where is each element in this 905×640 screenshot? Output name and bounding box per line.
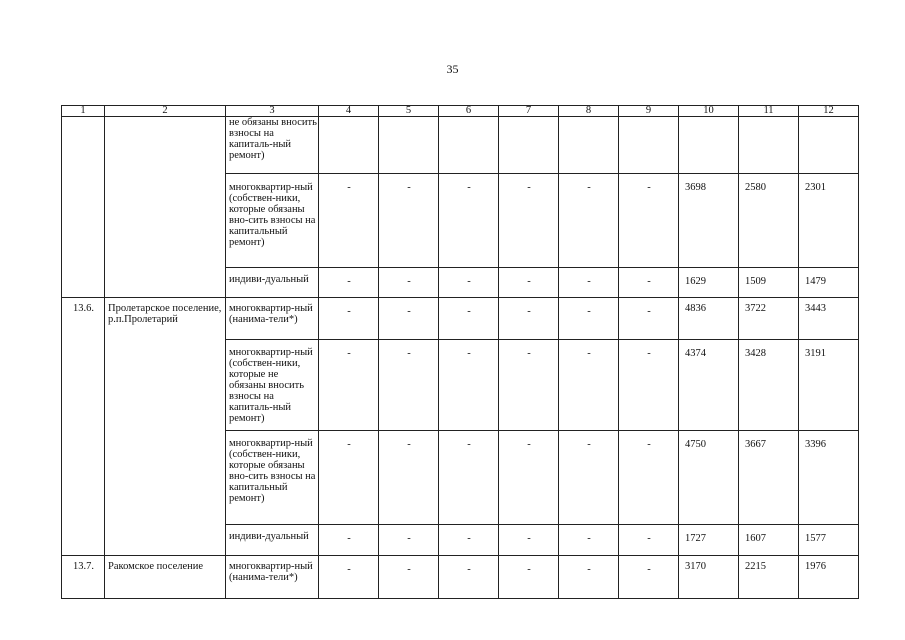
row-housing-type: многоквартир-ный (нанима-тели*)	[226, 556, 319, 599]
cell: -	[439, 340, 499, 431]
cell: -	[619, 174, 679, 268]
cell: 4374	[679, 340, 739, 431]
row-code: 13.6.	[62, 298, 105, 556]
cell: -	[499, 340, 559, 431]
row-housing-type: многоквартир-ный (собствен-ники, которые обязаны вно-сить взносы на капитальный ремонт)	[226, 431, 319, 525]
table-row	[62, 117, 859, 174]
col-header: 10	[679, 106, 739, 117]
cell: 4750	[679, 431, 739, 525]
cell: -	[559, 340, 619, 431]
cell: -	[319, 268, 379, 298]
cell: -	[379, 525, 439, 556]
col-header: 11	[739, 106, 799, 117]
cell: -	[379, 556, 439, 599]
cell: -	[439, 431, 499, 525]
cell: 1727	[679, 525, 739, 556]
cell: -	[619, 431, 679, 525]
cell: -	[439, 525, 499, 556]
cell: -	[499, 556, 559, 599]
row-code	[62, 117, 105, 298]
table-row	[62, 556, 859, 599]
cell: -	[319, 340, 379, 431]
cell: -	[319, 298, 379, 340]
cell: -	[379, 340, 439, 431]
cell: 3191	[799, 340, 859, 431]
cell: -	[559, 174, 619, 268]
col-header: 2	[105, 106, 226, 117]
cell	[799, 117, 859, 174]
cell: 3428	[739, 340, 799, 431]
cell: -	[499, 298, 559, 340]
cell: 3667	[739, 431, 799, 525]
col-header: 6	[439, 106, 499, 117]
cell: 1577	[799, 525, 859, 556]
row-settlement: Ракомское поселение	[105, 556, 226, 599]
cell: 3170	[679, 556, 739, 599]
row-housing-type: многоквартир-ный (собствен-ники, которые не обязаны вносить взносы на капиталь-ный ремонт)	[226, 340, 319, 431]
cell: -	[499, 431, 559, 525]
cell: 4836	[679, 298, 739, 340]
cell: 3396	[799, 431, 859, 525]
cell: -	[619, 298, 679, 340]
cell: 1607	[739, 525, 799, 556]
cell: 1629	[679, 268, 739, 298]
cell: -	[319, 174, 379, 268]
cell: -	[499, 174, 559, 268]
cell: 1976	[799, 556, 859, 599]
cell: -	[559, 268, 619, 298]
cell: -	[439, 298, 499, 340]
row-settlement: Пролетарское поселение, р.п.Пролетарий	[105, 298, 226, 556]
cell: 2580	[739, 174, 799, 268]
cell: 2301	[799, 174, 859, 268]
row-housing-type: индиви-дуальный	[226, 525, 319, 556]
data-table	[61, 105, 859, 599]
cell: 2215	[739, 556, 799, 599]
cell: -	[619, 556, 679, 599]
cell	[499, 117, 559, 174]
col-header: 12	[799, 106, 859, 117]
cell: -	[319, 556, 379, 599]
table-row	[62, 298, 859, 340]
cell	[319, 117, 379, 174]
cell: 1509	[739, 268, 799, 298]
row-settlement	[105, 117, 226, 298]
cell: -	[379, 298, 439, 340]
cell	[679, 117, 739, 174]
col-header: 7	[499, 106, 559, 117]
cell: -	[619, 525, 679, 556]
col-header: 1	[62, 106, 105, 117]
row-housing-type: не обязаны вносить взносы на капиталь-ный ремонт)	[226, 117, 319, 174]
cell	[559, 117, 619, 174]
cell: -	[319, 431, 379, 525]
header-row	[62, 106, 859, 117]
cell: -	[379, 174, 439, 268]
cell: 3698	[679, 174, 739, 268]
col-header: 8	[559, 106, 619, 117]
cell: -	[559, 431, 619, 525]
cell	[739, 117, 799, 174]
col-header: 4	[319, 106, 379, 117]
cell: -	[439, 174, 499, 268]
page-number: 35	[446, 62, 459, 76]
col-header: 5	[379, 106, 439, 117]
row-housing-type: многоквартир-ный (нанима-тели*)	[226, 298, 319, 340]
row-code: 13.7.	[62, 556, 105, 599]
cell: -	[559, 525, 619, 556]
cell	[439, 117, 499, 174]
cell: -	[439, 556, 499, 599]
cell	[379, 117, 439, 174]
row-housing-type: индиви-дуальный	[226, 268, 319, 298]
cell: 3722	[739, 298, 799, 340]
cell: 1479	[799, 268, 859, 298]
cell	[619, 117, 679, 174]
cell: -	[619, 268, 679, 298]
cell: -	[319, 525, 379, 556]
cell: -	[619, 340, 679, 431]
col-header: 9	[619, 106, 679, 117]
cell: -	[379, 431, 439, 525]
cell: -	[559, 556, 619, 599]
col-header: 3	[226, 106, 319, 117]
cell: -	[499, 525, 559, 556]
cell: -	[439, 268, 499, 298]
cell: -	[379, 268, 439, 298]
cell: -	[559, 298, 619, 340]
cell: -	[499, 268, 559, 298]
cell: 3443	[799, 298, 859, 340]
row-housing-type: многоквартир-ный (собствен-ники, которые обязаны вно-сить взносы на капитальный ремонт)	[226, 174, 319, 268]
